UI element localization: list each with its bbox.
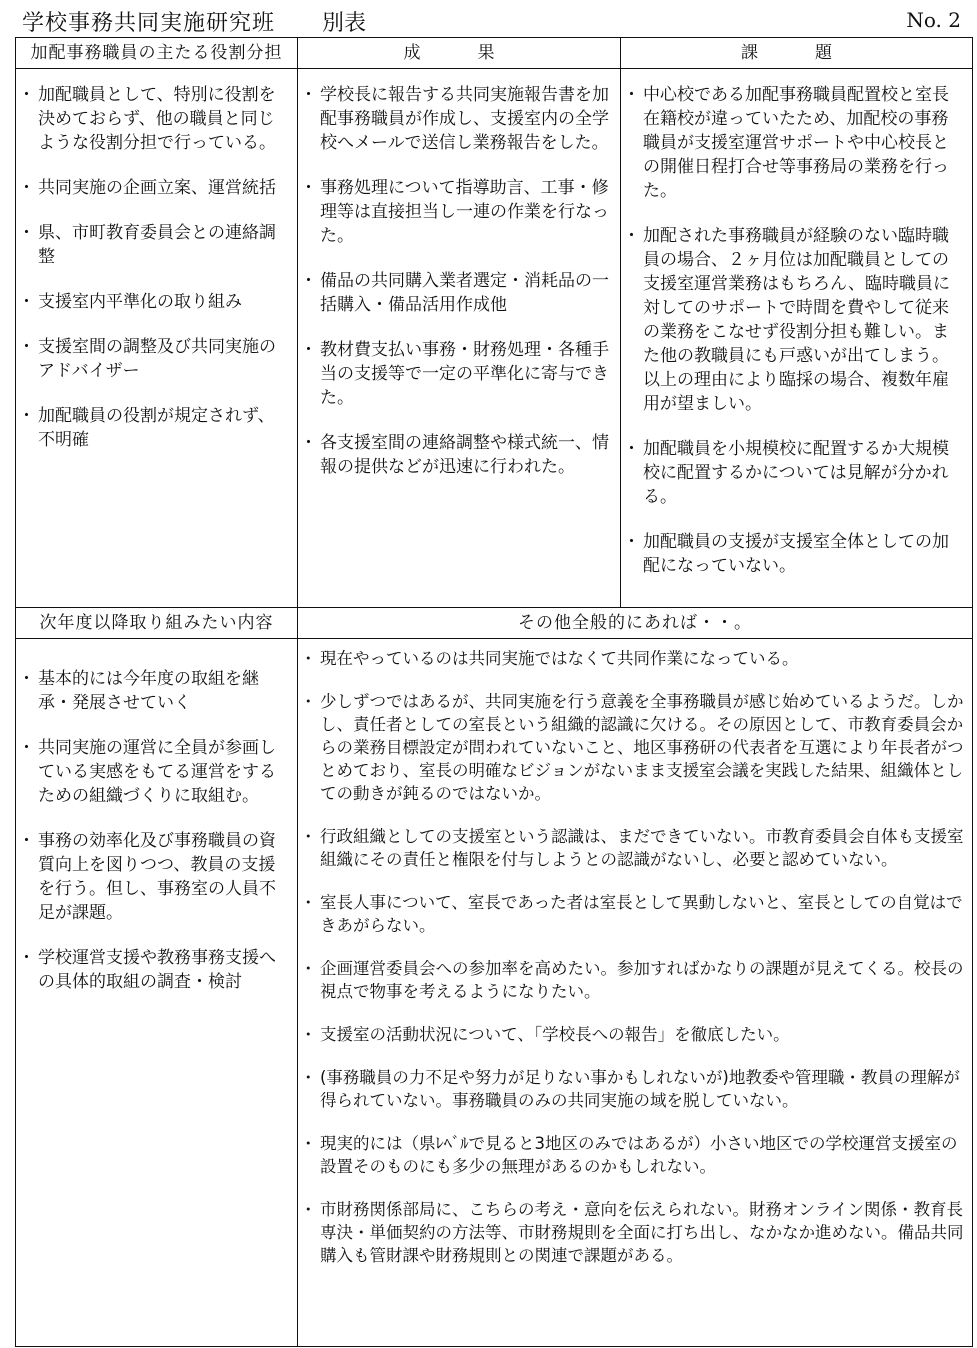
header-results: 成 果 <box>298 38 621 69</box>
issues-cell <box>621 69 973 608</box>
list-item: ・ 事務処理について指導助言、工事・修理等は直接担当し一連の作業を行なった。 <box>302 176 612 248</box>
header-issues: 課 題 <box>621 38 973 69</box>
role-division-list <box>16 69 297 481</box>
list-item: ・ 県、市町教育委員会との連絡調整 <box>20 221 289 269</box>
list-item: ・ 加配された事務職員が経験のない臨時職員の場合、２ヶ月位は加配職員としての支援室運営業務はもちろん、臨時職員に対してのサポートで時間を費やして従来の業務をこなせず役割分担も難しい。また他の教職員にも戸惑いが出てしまう。以上の理由により臨採の場合、複数年雇用が望ましい。 <box>625 224 964 416</box>
list-item: ・ 共同実施の運営に全員が参画している実感をもてる運営をするための組織づくりに取組む。 <box>20 736 289 808</box>
list-item: ・ 支援室内平準化の取り組み <box>20 290 289 314</box>
list-item: ・ 共同実施の企画立案、運営統括 <box>20 176 289 200</box>
list-item: ・ 室長人事について、室長であった者は室長として異動しないと、室長としての自覚はできあがらない。 <box>302 891 964 937</box>
list-item: ・ 行政組織としての支援室という認識は、まだできていない。市教育委員会自体も支援室組織にその責任と権限を付与しようとの認識がないし、必要と認めていない。 <box>302 825 964 871</box>
list-item: ・ 基本的には今年度の取組を継承・発展させていく <box>20 667 289 715</box>
list-item: ・ 加配職員の役割が規定されず、不明確 <box>20 404 289 452</box>
list-item: ・ 市財務関係部局に、こちらの考え・意向を伝えられない。財務オンライン関係・教育長専決・単価契約の方法等、市財務規則を全面に打ち出し、なかなか進めない。備品共同購入も管財課や財務規則との関連で課題がある。 <box>302 1198 964 1267</box>
results-cell <box>298 69 621 608</box>
other-general-cell <box>298 639 973 1347</box>
bottom-header-row <box>16 608 973 639</box>
list-item: ・ 各支援室間の連絡調整や様式統一、情報の提供などが迅速に行われた。 <box>302 431 612 479</box>
next-year-list <box>16 639 297 1023</box>
document-title: 学校事務共同実施研究班 <box>22 11 276 36</box>
list-item: ・ 加配職員を小規模校に配置するか大規模校に配置するかについては見解が分かれる。 <box>625 437 964 509</box>
report-table <box>15 37 973 1347</box>
issues-list <box>621 69 972 607</box>
list-item: ・ 支援室の活動状況について、「学校長への報告」を徹底したい。 <box>302 1023 964 1046</box>
list-item: ・ (事務職員の力不足や努力が足りない事かもしれないが)地教委や管理職・教員の理解が得られていない。事務職員のみの共同実施の域を脱していない。 <box>302 1066 964 1112</box>
bottom-body-row <box>16 639 973 1347</box>
list-item: ・ 現実的には（県ﾚﾍﾞﾙで見ると3地区のみではあるが）小さい地区での学校運営支援室の設置そのものにも多少の無理があるのかもしれない。 <box>302 1132 964 1178</box>
results-list <box>298 69 620 508</box>
list-item: ・ 事務の効率化及び事務職員の資質向上を図りつつ、教員の支援を行う。但し、事務室の人員不足が課題。 <box>20 829 289 925</box>
list-item: ・ 支援室間の調整及び共同実施のアドバイザー <box>20 335 289 383</box>
list-item: ・ 企画運営委員会への参加率を高めたい。参加すればかなりの課題が見えてくる。校長の視点で物事を考えるようになりたい。 <box>302 957 964 1003</box>
list-item: ・ 学校長に報告する共同実施報告書を加配事務職員が作成し、支援室内の全学校へメールで送信し業務報告をした。 <box>302 83 612 155</box>
header-role-division: 加配事務職員の主たる役割分担 <box>16 38 298 69</box>
list-item: ・ 備品の共同購入業者選定・消耗品の一括購入・備品活用作成他 <box>302 269 612 317</box>
list-item: ・ 教材費支払い事務・財務処理・各種手当の支援等で一定の平準化に寄与できた。 <box>302 338 612 410</box>
list-item: ・ 学校運営支援や教務事務支援への具体的取組の調査・検討 <box>20 946 289 994</box>
role-division-cell <box>16 69 298 608</box>
list-item: ・ 加配職員として、特別に役割を決めておらず、他の職員と同じような役割分担で行っている。 <box>20 83 289 155</box>
list-item: ・ 中心校である加配事務職員配置校と室長在籍校が違っていたため、加配校の事務職員が支援室運営サポートや中心校長との開催日程打合せ等事務局の業務を行った。 <box>625 83 964 203</box>
top-body-row <box>16 69 973 608</box>
list-item: ・ 加配職員の支援が支援室全体としての加配になっていない。 <box>625 530 964 578</box>
header-other-general: その他全般的にあれば・・。 <box>298 608 973 639</box>
page-header <box>22 4 961 34</box>
next-year-cell <box>16 639 298 1347</box>
top-header-row <box>16 38 973 69</box>
other-general-list <box>298 639 972 1295</box>
list-item: ・ 現在やっているのは共同実施ではなくて共同作業になっている。 <box>302 647 964 670</box>
page-number: No. 2 <box>906 8 961 32</box>
list-item: ・ 少しずつではあるが、共同実施を行う意義を全事務職員が感じ始めているようだ。しかし、責任者としての室長という組織的認識に欠ける。その原因として、市教育委員会からの業務目標設定が問われていないこと、地区事務研の代表者を互選により年長者がつとめており、室長の明確なビジョンがないまま支援室会議を実践した結果、組織体としての動きが鈍るのではないか。 <box>302 690 964 805</box>
header-next-year: 次年度以降取り組みたい内容 <box>16 608 298 639</box>
document-subtitle: 別表 <box>322 11 367 36</box>
